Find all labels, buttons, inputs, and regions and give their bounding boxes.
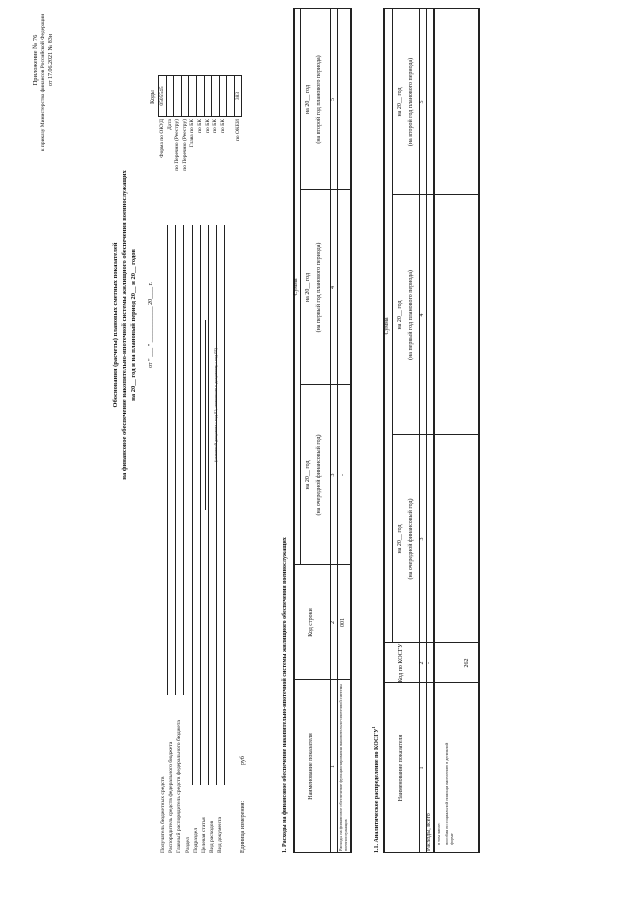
field-underline-0 [167,225,168,695]
s11-col-sum: Сумма [384,317,391,335]
code-label-8: по БК [219,119,226,133]
codes-box-frame [158,75,242,117]
s1-col4-b: (на первый год планового периода) [315,242,322,333]
field-label-0: Получатель бюджетных средств [160,776,166,853]
field-underline-2 [183,225,184,695]
s11-num-4: 4 [419,313,426,317]
s11-row2-name: в том числе: [436,822,441,845]
s1-num-3: 3 [330,473,337,477]
s1-row-val3: - [340,474,347,476]
s1-col3-a: на 20__ год [304,460,311,490]
field-label-1: Распорядитель средств федерального бюджета [168,741,175,853]
code-label-1: Дата [166,119,173,130]
appendix-date: от 17.06.2021 № 83н [48,34,54,86]
s1-col5-a: на 20__ год [304,84,311,115]
field-label-3: Раздел [184,837,191,853]
field-label-7: Вид документа [217,817,224,853]
form-date-note: (основной документ - код 01; изменения к документу - код 02) [213,348,218,462]
code-label-7: по БК [212,119,219,133]
s1-col-sum: Сумма [293,278,300,296]
code-label-4: Глава по БК [189,119,196,148]
unit-value: руб [240,756,246,765]
s11-col4-a: на 20__ год [396,300,403,330]
s11-row3-name: пособия по социальной помощи населению в денежной форме [444,742,454,845]
s1-num-1: 1 [330,765,337,768]
field-underline-6 [216,225,217,785]
code-label-6: по БК [204,119,211,133]
s11-num-5: 5 [419,100,426,104]
field-label-4: Подраздел [192,827,199,853]
code-value-10: 383 [235,91,241,101]
s11-col5-b: (на второй год планового периода) [407,57,414,147]
s1-col-code: Код строки [308,608,315,637]
codes-header: Коды [150,90,156,104]
s1-num-5: 5 [330,98,337,101]
code-label-0: Форма по ОКУД [159,119,165,158]
s1-col-name: Наименование показателя [308,733,315,800]
s11-col3-b: (на очередной финансовый год) [407,498,414,580]
code-label-2: по Перечню (Реестру) [174,119,181,171]
field-underline-4 [200,225,201,785]
unit-label: Единица измерения: [240,800,246,853]
field-label-6: Вид расходов [209,820,216,853]
field-underline-1 [175,225,176,695]
s11-num-2: 2 [419,661,426,665]
s1-col5-b: (на второй год планового периода) [315,55,322,144]
section11-title: 1.1. Аналитическое распределение по КОСГУ$^1$ [371,726,380,853]
date-note-underline [205,320,206,510]
s11-col5-a: на 20__ год [396,87,403,117]
field-underline-7 [224,225,225,785]
appendix-order: к приказу Министерства финансов Российской Федерации [40,13,46,152]
s11-num-3: 3 [419,537,426,541]
s11-num-1: 1 [419,766,426,770]
field-label-5: Целевая статья [201,817,207,853]
code-label-3: по Перечню (Реестру) [181,119,188,171]
s1-row-name: Расходы на финансовое обеспечение функционирования накопительно-ипотечной системы военнослужащих [337,683,348,851]
appendix-number: Приложение № 76 [32,34,39,86]
s1-num-2: 2 [330,621,337,624]
s1-col3-b: (на очередной финансовый год) [315,434,322,516]
form-period: на 20__ год и на плановый период 20__ и 20__ годов [130,249,137,401]
form-subtitle: на финансовое обеспечение накопительно-ипотечной системы жилищного обеспечения военнослужащих [121,170,128,480]
s11-col4-b: (на первый год планового периода) [407,270,414,360]
s11-col3-a: на 20__ год [396,524,403,554]
form-date-line: от " ___ " ____________ 20____ г. [148,282,154,368]
s11-row1-name: Расходы, всего [426,813,433,851]
s11-col-code: Код по КОСГУ [397,643,404,683]
s1-row-code: 001 [340,618,347,627]
s11-row1-code: - [426,662,433,664]
code-value-0: 0505545 [159,86,165,106]
form-title: Обоснования (расчеты) плановых сметных показателей [112,242,119,408]
s1-num-4: 4 [330,286,337,289]
code-label-10: по ОКЕИ [235,119,241,142]
field-underline-5 [208,225,209,785]
section1-title: 1. Расходы на финансовое обеспечение накопительно-ипотечной системы жилищного обеспечения военнослужащих [282,537,288,853]
s1-col4-a: на 20__ год [304,272,311,303]
code-label-5: по БК [197,119,203,133]
s11-row3-code: 262 [463,658,470,668]
s11-col-name: Наименование показателя [397,734,404,802]
field-underline-3 [192,225,193,785]
field-label-2: Главный распорядитель средств федерального бюджета [176,720,183,853]
